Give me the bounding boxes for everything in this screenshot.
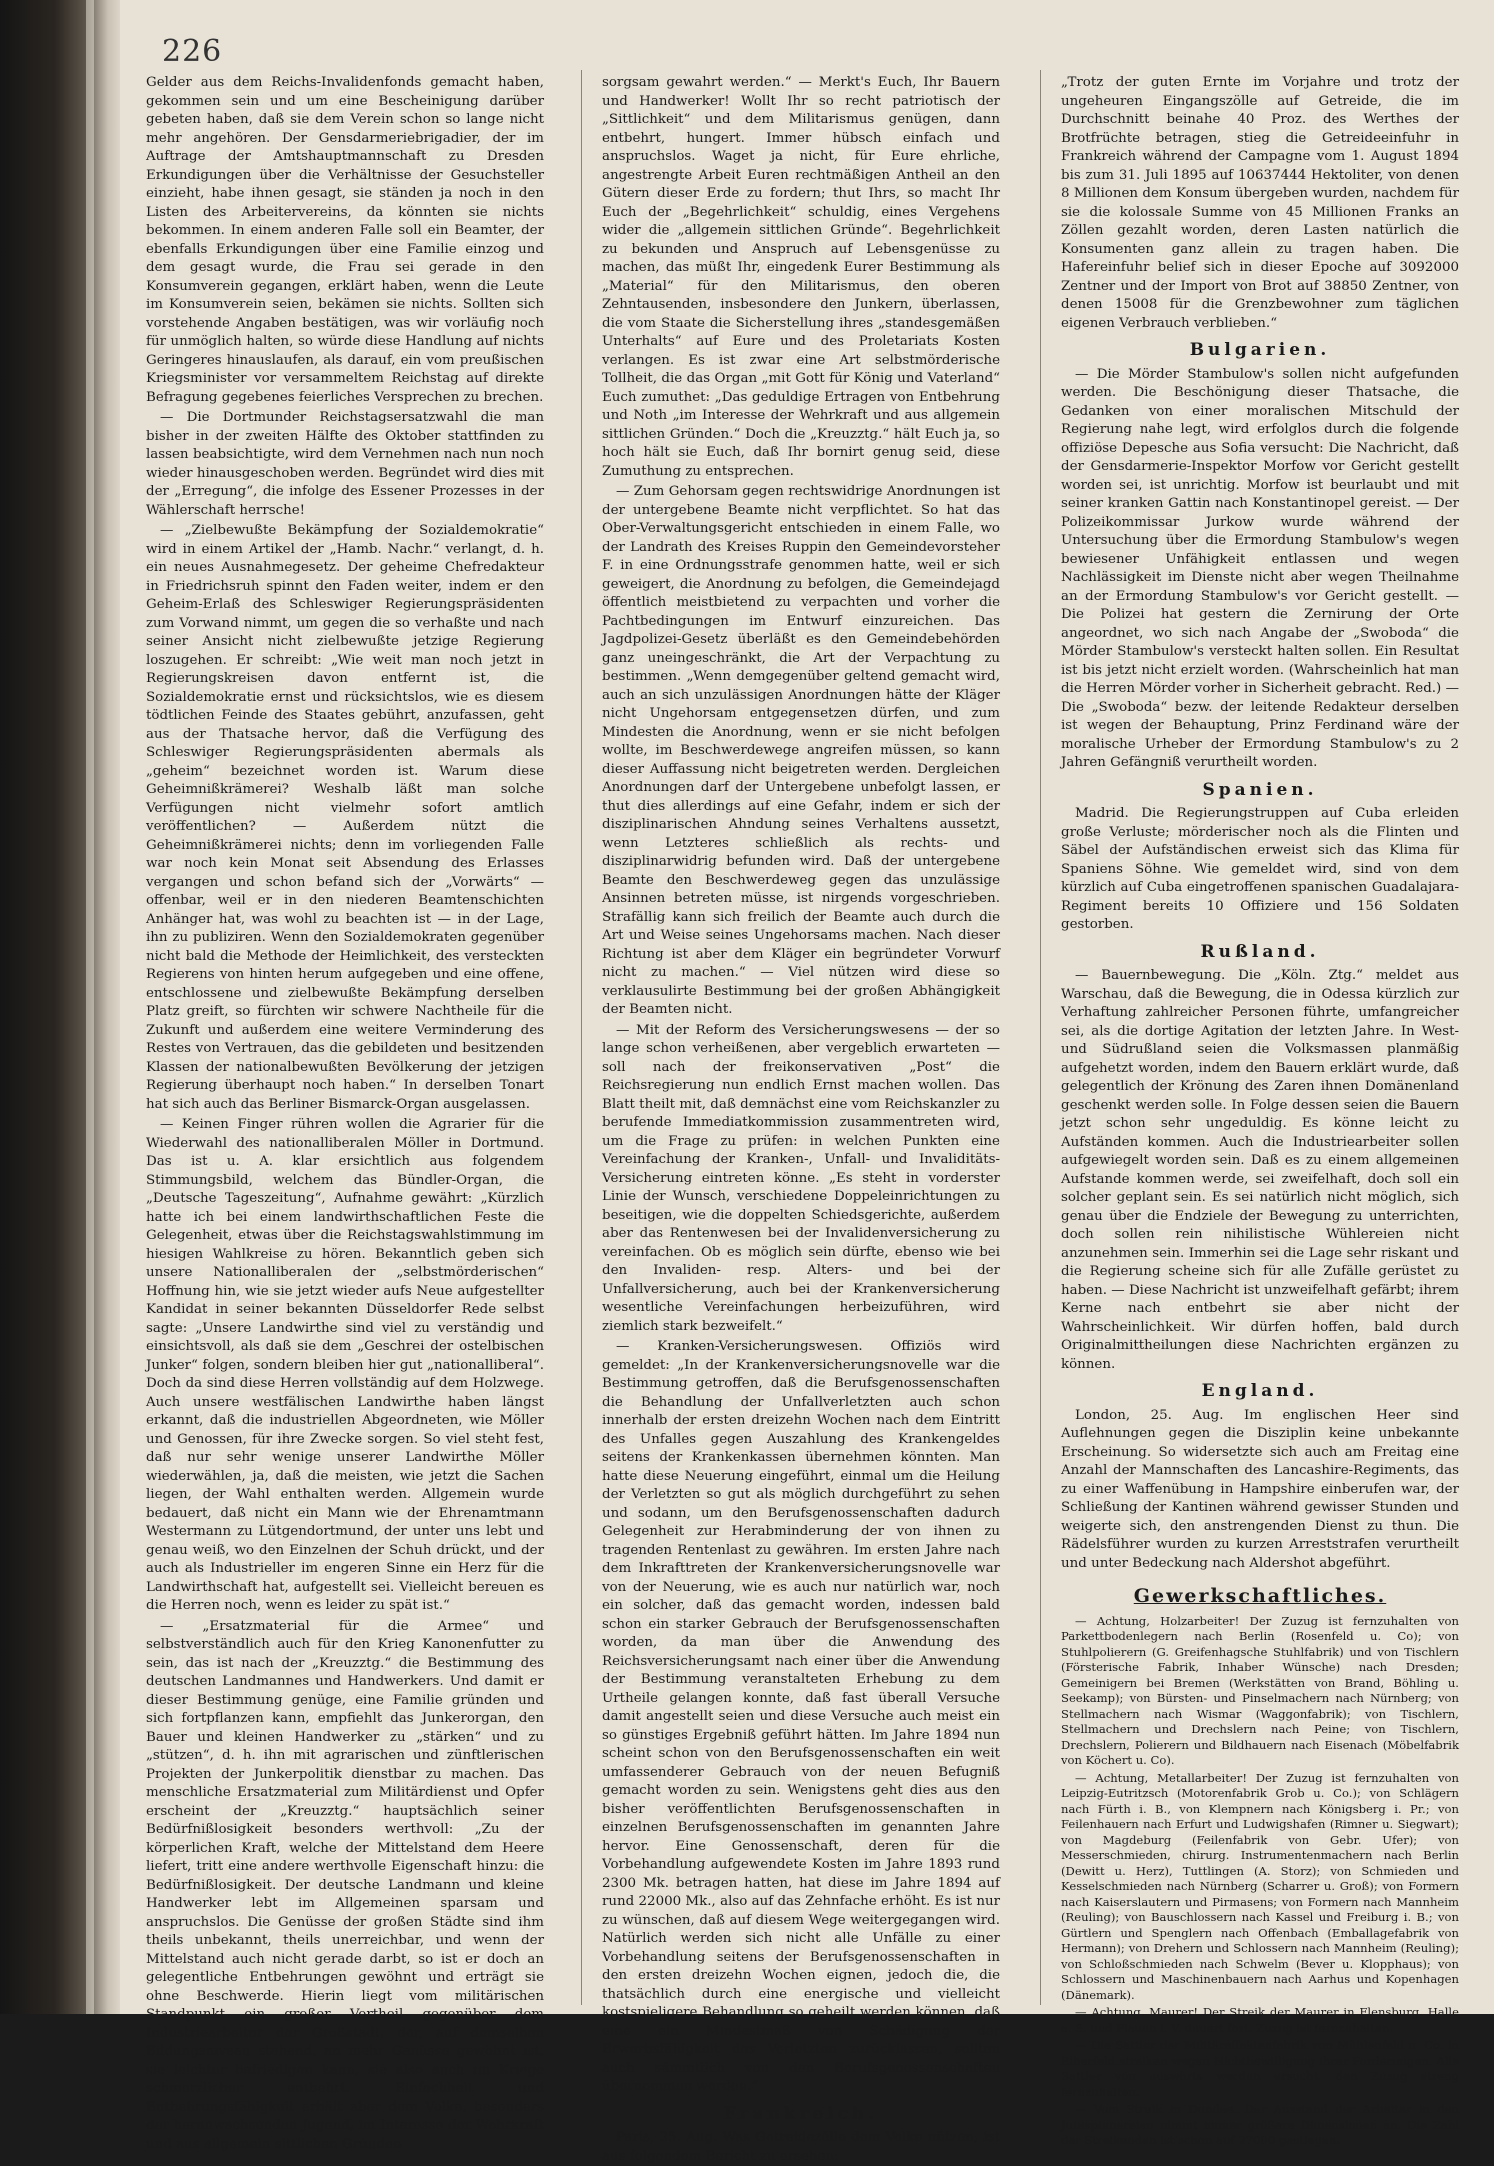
article-paragraph: Paris, 25. Aug. Was Getreidezölle dem Volke nützen, ist aus folgendem Bericht zu ersehen: xyxy=(602,2130,1000,2164)
page-number: 226 xyxy=(162,34,223,69)
article-paragraph: sorgsam gewahrt werden.“ — Merkt's Euch, Ihr Bauern und Handwerker! Wollt Ihr so recht patriotisch der „Sittlichkeit“ und dem Militarismus genügen, dann entbehrt, hungert. Immer hübsch einfach und anspruchslos. Waget ja nicht, für Eure ehrliche, angestrengte Arbeit Euren rechtmäßigen Antheil an den Gütern dieser Erde zu fordern; thut Ihrs, so macht Ihr Euch der „Begehrlichkeit“ schuldig, eines Vergehens wider die „allgemein sittlichen Gründe“. Begehrlichkeit zu bekunden und Anspruch auf Lebensgenüsse zu machen, das müßt Ihr, eingedenk Eurer Bestimmung als „Material“ für den Militarismus, den oberen Zehntausenden, insbesondere den Junkern, überlassen, die vom Staate die Sicherstellung ihres „standesgemäßen Unterhalts“ auf Eure und des Proletariats Kosten verlangen. Es ist zwar eine Art selbstmörderische Tollheit, die das Organ „mit Gott für König und Vaterland“ Euch zumuthet: „Das geduldige Ertragen von Entbehrung und Noth „im Interesse der Wehrkraft und aus allgemein sittlichen Gründen.“ Doch die „Kreuzztg.“ hält Euch ja, so hoch hält sie Euch, daß Ihr bornirt genug seid, diese Zumuthung zu entsprechen. xyxy=(602,75,1000,479)
article-paragraph: Gelder aus dem Reichs-Invalidenfonds gemacht haben, gekommen sein und um eine Bescheinigung darüber gebeten haben, daß sie dem Verein schon so lange nicht mehr angehören. Der Gensdarmeriebrigadier, der im Auftrage der Amtshauptmannschaft zu Dresden Erkundigungen über die Verhältnisse der Gesuchsteller einzieht, habe ihnen gesagt, sie ständen ja noch in den Listen des Arbeitervereins, da könnten sie nichts bekommen. In einem anderen Falle soll ein Beamter, der ebenfalls Erkundigungen über eine Familie einzog und dem gesagt wurde, die Frau sei gerade in den Konsumverein gegangen, erklärt haben, wenn die Leute im Konsumverein seien, bekämen sie nichts. Sollten sich vorstehende Angaben bestätigen, was wir vorläufig noch für unmöglich halten, so würde diese Handlung auf nichts Geringeres hinauslaufen, als darauf, ein vom preußischen Kriegsminister vor versammeltem Reichstag auf direkte Befragung gegebenes feierliches Versprechen zu brechen. xyxy=(146,75,544,405)
section-heading-gewerkschaftliches: Gewerkschaftliches. xyxy=(1133,1585,1387,1607)
article-paragraph: — „Ersatzmaterial für die Armee“ und selbstverständlich auch für den Krieg Kanonenfutter zu sein, das ist nach der „Kreuzztg.“ die Bestimmung des deutschen Landmannes und Handwerkers. Und damit er dieser Bestimmung genüge, eine Familie gründen und sich fortpflanzen kann, empfiehlt das Junkerorgan, den Bauer und kleinen Handwerker zu „stärken“ und zu „stützen“, d. h. ihn mit agrarischen und zünftlerischen Projekten der Junkerpolitik dienstbar zu machen. Das menschliche Ersatzmaterial zum Militärdienst und Opfer erscheint der „Kreuzztg.“ hauptsächlich seiner Bedürfnißlosigkeit besonders werthvoll: „Zu der körperlichen Kraft, welche der Mittelstand dem Heere liefert, tritt eine andere werthvolle Eigenschaft hinzu: die Bedürfnißlosigkeit. Der deutsche Landmann und kleine Handwerker lebt im Allgemeinen sparsam und anspruchslos. Die Genüsse der großen Städte sind ihm theils unbekannt, theils unerreichbar, und wenn der Mittelstand auch nicht gerade darbt, so ist er doch an gelegentliche Entbehrungen gewöhnt und erträgt sie ohne Beschwerde. Hierin liegt vom militärischen Standpunkt ein großer Vortheil gegenüber dem Industriearbeiter der Großstadt, der, auf demselben Bildungsniveau stehend, an mehr Genüsse gewöhnt ist, sie leichter befriedigen kann, sie also auch im Kriege schmerzlicher entbehrt. Einfachheit und Entbehrungsfähigkeit erhält aber dem Volke, besonders der heranwachsenden Jugend, im Interesse der Wehrkraft und aus allgemein sittlichen Gründen xyxy=(146,1618,544,2152)
column-rule xyxy=(1040,70,1041,2005)
article-paragraph: London, 25. Aug. Im englischen Heer sind Auflehnungen gegen die Disziplin keine unbekannte Erscheinung. So widersetzte sich auch am Freitag eine Anzahl der Mannschaften des Lancashire-Regiments, das zu einer Waffenübung in Hampshire einberufen war, der Schließung der Kantinen während gewisser Stunden und weigerte sich, den anstrengenden Dienst zu thun. Die Rädelsführer wurden zu kurzen Arreststrafen verurtheilt und unter Bedeckung nach Aldershot abgeführt. xyxy=(1061,1407,1459,1571)
article-paragraph: — Die Mörder Stambulow's sollen nicht aufgefunden werden. Die Beschönigung dieser Thatsache, die Gedanken von einer moralischen Mitschuld der Regierung nahe legt, wird erfolglos durch die folgende offiziöse Depesche aus Sofia versucht: Die Nachricht, daß der Gensdarmerie-Inspektor Morfow vor Gericht gestellt worden sei, ist unrichtig. Morfow ist beurlaubt und mit seiner kranken Gattin nach Konstantinopel gereist. — Der Polizeikommissar Jurkow wurde während der Untersuchung über die Ermordung Stambulow's wegen bewiesener Unfähigkeit entlassen und wegen Nachlässigkeit im Dienste nicht aber wegen Theilnahme an der Ermordung Stambulow's vor Gericht gestellt. — Die Polizei hat gestern die Zernirung der Orte angeordnet, wo sich nach Angabe der „Swoboda“ die Mörder Stambulow's versteckt halten sollen. Ein Resultat ist bis jetzt nicht erzielt worden. (Wahrscheinlich hat man die Herren Mörder vorher in Sicherheit gebracht. Red.) — Die „Swoboda“ bezw. der leitende Redakteur derselben ist wegen der Behauptung, Prinz Ferdinand wäre der moralische Urheber der Ermordung Stambulow's zu 2 Jahren Gefängniß verurtheilt worden. xyxy=(1061,366,1459,770)
column-rule xyxy=(581,70,582,2005)
article-paragraph: „Trotz der guten Ernte im Vorjahre und trotz der ungeheuren Eingangszölle auf Getreide, die im Durchschnitt beinahe 40 Proz. des Werthes der Brotfrüchte betragen, stieg die Getreideeinfuhr in Frankreich während der Campagne vom 1. August 1894 bis zum 31. Juli 1895 auf 10637444 Hektoliter, von denen 8 Millionen dem Konsum übergeben wurden, nachdem für sie die kolossale Summe von 45 Millionen Franks an Zöllen gezahlt worden, deren Lasten natürlich die Konsumenten ganz allein zu tragen haben. Die Hafereinfuhr belief sich in dieser Epoche auf 3092000 Zentner und der Import von Brot auf 38850 Zentner, von denen 15008 für die Grenzbewohner zum täglichen eigenen Verbrauch verblieben.“ xyxy=(1061,75,1459,331)
column-1 xyxy=(146,74,544,2152)
notice-paragraph: — Die Sattler der Militäreffektenfabrik von Mühlenfeld u. Co. in Elberfeld streiken wegen Nichtbewilligung ihrer Forderungen. Alle Sattler von auswärts werden ersucht, den Zuzug streng fernzuhalten. xyxy=(1061,2038,1459,2099)
notice-paragraph: — Achtung, Holzarbeiter! Der Zuzug ist fernzuhalten von Parkettbodenlegern nach Berlin (Rosenfeld u. Co); von Stuhlpolierern (G. Greifenhagsche Stuhlfabrik) und von Tischlern (Försterische Fabrik, Inhaber Wünsche) nach Dresden; Gemeinigern bei Bremen (Werkstätten von Brand, Böhling u. Seekamp); von Bürsten- und Pinselmachern nach Nürnberg; von Stellmachern nach Wismar (Waggonfabrik); von Tischlern, Stellmachern und Drechslern nach Peine; von Tischlern, Drechslern, Polierern und Bildhauern nach Eisenach (Möbelfabrik von Köchert u. Co). xyxy=(1061,1613,1459,1767)
article-paragraph: — Die Dortmunder Reichstagsersatzwahl die man bisher in der zweiten Hälfte des Oktober stattfinden zu lassen beabsichtigte, wird dem Vernehmen nach nun noch wieder hinausgeschoben werden. Begründet wird dies mit der „Erregung“, die infolge des Essener Prozesses in der Wählerschaft herrsche! xyxy=(146,410,544,518)
article-paragraph: Madrid. Die Regierungstruppen auf Cuba erleiden große Verluste; mörderischer noch als die Flinten und Säbel der Aufständischen erweist sich das Klima für Spaniens Söhne. Wie gemeldet wird, sind von dem kürzlich auf Cuba eingetroffenen spanischen Guadalajara-Regiment bereits 10 Offiziere und 156 Soldaten gestorben. xyxy=(1061,806,1459,932)
section-heading-bulgarien: Bulgarien. xyxy=(1189,340,1331,360)
newspaper-page xyxy=(120,0,1494,2164)
article-paragraph: — „Zielbewußte Bekämpfung der Sozialdemokratie“ wird in einem Artikel der „Hamb. Nachr.“ verlangt, d. h. ein neues Ausnahmegesetz. Der geheime Chefredakteur in Friedrichsruh spinnt den Faden weiter, indem er den Geheim-Erlaß des Schleswiger Regierungspräsidenten zum Vorwand nimmt, um gegen die so verhaßte und nach seiner Ansicht nicht zielbewußte jetzige Regierung loszugehen. Er schreibt: „Wie weit man noch jetzt in Regierungskreisen davon entfernt ist, die Sozialdemokratie ernst und rücksichtslos, wie es diesem tödtlichen Feinde des Staates gebührt, anzufassen, geht aus der Thatsache hervor, daß die Verfügung des Schleswiger Regierungspräsidenten abermals als „geheim“ bezeichnet worden ist. Warum diese Geheimnißkrämerei? Weshalb läßt man solche Verfügungen nicht vielmehr sofort amtlich veröffentlichen? — Außerdem nützt die Geheimnißkrämerei nichts; denn im vorliegenden Falle war noch kein Monat seit Absendung des Erlasses vergangen und schon befand sich der „Vorwärts“ — offenbar, weil er in den niederen Beamtenschichten Anhänger hat, was wohl zu beachten ist — in der Lage, ihn zu publiziren. Wenn den Sozialdemokraten gegenüber nicht bald die Methode der Heimlichkeit, des versteckten Regierens von hinten herum aufgegeben und eine offene, entschlossene und zielbewußte Bekämpfung derselben Platz greift, so fürchten wir schwere Nachtheile für die Zukunft und außerdem eine weitere Verminderung des Restes von Vertrauen, das die gebildeten und besitzenden Klassen der nationalbewußten Bevölkerung der jetzigen Regierung überhaupt noch haben.“ In derselben Tonart hat sich auch das Berliner Bismarck-Organ ausgelassen. xyxy=(146,523,544,1112)
article-paragraph: — Keinen Finger rühren wollen die Agrarier für die Wiederwahl des nationalliberalen Möller in Dortmund. Das ist u. A. klar ersichtlich aus folgendem Stimmungsbild, welchem das Bündler-Organ, die „Deutsche Tageszeitung“, Aufnahme gewährt: „Kürzlich hatte ich bei einem landwirthschaftlichen Feste die Gelegenheit, etwas über die Reichstagswahlstimmung im hiesigen Wahlkreise zu hören. Bekanntlich geben sich unsere Nationalliberalen der „selbstmörderischen“ Hoffnung hin, wie sie jetzt wieder aufs Neue aufgestellter Kandidat in seiner bekannten Düsseldorfer Rede selbst sagte: „Unsere Landwirthe sind viel zu verständig und einsichtsvoll, als daß sie dem „Geschrei der ostelbischen Junker“ folgen, sondern bleiben hier gut „nationalliberal“. Doch da sind diese Herren vollständig auf dem Holzwege. Auch unsere westfälischen Landwirthe haben längst erkannt, daß die industriellen Abgeordneten, wie Möller und Genossen, für ihre Zwecke sorgen. So viel steht fest, daß nur sehr wenige unserer Landwirthe Möller wiederwählen, ja, daß die meisten, wie jetzt die Sachen liegen, der Wahl enthalten werden. Allgemein wurde bedauert, daß nicht ein Mann wie der Ehrenamtmann Westermann zu Lütgendortmund, der unter uns lebt und genau weiß, wo den Einzelnen der Schuh drückt, und der auch als Industrieller im engeren Sinne ein Herz für die Landwirthschaft hat, aufgestellt sei. Vielleicht bereuen es die Herren noch, wenn es leider zu spät ist.“ xyxy=(146,1117,544,1613)
column-3 xyxy=(1061,74,1459,2147)
article-paragraph: — Mit der Reform des Versicherungswesens — der so lange schon verheißenen, aber vergeblich erwarteten — soll nach der freikonservativen „Post“ die Reichsregierung nun endlich Ernst machen wollen. Das Blatt theilt mit, daß demnächst eine vom Reichskanzler zu berufende Immediatkommission zusammentreten wird, um die Frage zu prüfen: in welchen Punkten eine Vereinfachung der Kranken-, Unfall- und Invaliditäts-Versicherung eintreten könne. „Es steht in vorderster Linie der Wunsch, verschiedene Doppeleinrichtungen zu beseitigen, wie die doppelten Schiedsgerichte, außerdem aber das Rentenwesen bei der Invalidenversicherung zu vereinfachen. Ob es möglich sein dürfte, ebenso wie bei den Invaliden- resp. Alters- und bei der Unfallversicherung, auch bei der Krankenversicherung wesentliche Vereinfachungen herbeizuführen, wird ziemlich stark bezweifelt.“ xyxy=(602,1022,1000,1334)
notice-paragraph: — Achtung, Metallarbeiter! Der Zuzug ist fernzuhalten von Leipzig-Eutritzsch (Motorenfabrik Grob u. Co.); von Schlägern nach Fürth i. B., von Klempnern nach Königsberg i. Pr.; von Feilenhauern nach Erfurt und Ludwigshafen (Rimner u. Siegwart); von Magdeburg (Feilenfabrik von Gebr. Ufer); von Messerschmieden, chirurg. Instrumentenmachern nach Berlin (Dewitt u. Herz), Tuttlingen (A. Storz); von Schmieden und Kesselschmieden nach Nürnberg (Scharrer u. Groß); von Formern nach Kaiserslautern und Pirmasens; von Formern nach Mannheim (Reuling); von Bauschlossern nach Kassel und Freiburg i. B.; von Gürtlern und Spenglern nach Offenbach (Emballagefabrik von Hermann); von Drehern und Schlossern nach Mannheim (Reuling); von Schloßschmieden nach Schwelm (Bever u. Klopphaus); von Schlossern und Maschinenbauern nach Aarhus und Kopenhagen (Dänemark). xyxy=(1061,1770,1459,2002)
article-paragraph: — Zum Gehorsam gegen rechtswidrige Anordnungen ist der untergebene Beamte nicht verpflichtet. So hat das Ober-Verwaltungsgericht entschieden in einem Falle, wo der Landrath des Kreises Ruppin den Gemeindevorsteher F. in eine Ordnungsstrafe genommen hatte, weil er sich geweigert, die Anordnung zu befolgen, die Gemeindejagd öffentlich meistbietend zu verpachten und vorher die Pachtbedingungen im Entwurf einzureichen. Das Jagdpolizei-Gesetz überläßt es den Gemeindebehörden ganz uneingeschränkt, die Art der Verpachtung zu bestimmen. „Wenn demgegenüber geltend gemacht wird, auch an sich unzulässigen Anordnungen hätte der Kläger nicht Ungehorsam entgegensetzen dürfen, und zum Mindesten die Anordnung, wenn er sie nicht befolgen wollte, im Beschwerdewege angreifen müssen, so kann dieser Auffassung nicht beigetreten werden. Dergleichen Anordnungen darf der Untergebene unbefolgt lassen, er thut dies allerdings auf eine Gefahr, indem er sich der disziplinarischen Ahndung seines Verhaltens aussetzt, wenn Letzteres schließlich als rechts- und disziplinarwidrig befunden wird. Daß der untergebene Beamte den Beschwerdeweg gegen das unzulässige Ansinnen betreten müsse, ist nirgends vorgeschrieben. Strafällig kann sich freilich der Beamte auch durch die Art und Weise seines Ungehorsams machen. Nach dieser Richtung ist aber dem Kläger ein begründeter Vorwurf nicht zu machen.“ — Viel nützen wird diese so verklausulirte Bestimmung bei der großen Abhängigkeit der Beamten nicht. xyxy=(602,484,1000,1017)
notice-paragraph: — Achtung, Maurer! Der Streik der Maurer in Flensburg, Halle a. S. und Plauen i. V. dauert fort. Zuzug ist fernzuhalten. xyxy=(1061,2005,1459,2035)
gutter-page-edge xyxy=(86,0,94,2014)
book-gutter xyxy=(0,0,120,2014)
article-paragraph: — Bauernbewegung. Die „Köln. Ztg.“ meldet aus Warschau, daß die Bewegung, die in Odessa kürzlich zur Verhaftung zahlreicher Personen führte, umfangreicher sei, als die dortige Agitation der letzten Jahre. In West- und Südrußland seien die Volksmassen planmäßig aufgehetzt worden, indem den Bauern erklärt wurde, daß gelegentlich der Krönung des Zaren ihnen Domänenland geschenkt werden solle. In Folge dessen seien die Bauern jetzt schon sehr ungeduldig. Es könne leicht zu Aufständen kommen. Auch die Industriearbeiter sollen aufgewiegelt worden sein. Daß es zu einem allgemeinen Aufstande kommen werde, sei zweifelhaft, doch soll ein solcher geplant sein. Es sei natürlich nicht möglich, sich genau über die Endziele der Bewegung zu unterrichten, doch sollen rein nihilistische Wühlereien nicht anzunehmen sein. Immerhin sei die Lage sehr riskant und die Regierung scheine sich für alle Zufälle gerüstet zu haben. — Diese Nachricht ist unzweifelhaft gefärbt; ihrem Kerne nach entbehrt sie aber nicht der Wahrscheinlichkeit. Wir dürfen hoffen, bald durch Originalmittheilungen diese Nachrichten ergänzen zu können. xyxy=(1061,968,1459,1372)
column-2 xyxy=(602,74,1000,2164)
notice-paragraph: — Vom Streik in Dundee. Der Ausstand der Arbeiter in den Jutespinnereien nimmt immer größere Dimensionen an. Die Zahl der Streikenden ist schon auf 27000 gestiegen. xyxy=(1061,2102,1459,2147)
article-paragraph: — Kranken-Versicherungswesen. Offiziös wird gemeldet: „In der Krankenversicherungsnovelle war die Bestimmung getroffen, daß die Berufsgenossenschaften die Behandlung der Unfallverletzten auch schon innerhalb der ersten dreizehn Wochen nach dem Eintritt des Unfalles gegen Auszahlung des Krankengeldes seitens der Krankenkassen übernehmen könnten. Man hatte diese Neuerung eingeführt, einmal um die Heilung der Verletzten so gut als möglich durchgeführt zu sehen und sodann, um den Berufsgenossenschaften dadurch Gelegenheit zur Herabminderung der von ihnen zu tragenden Rentenlast zu gewähren. Im ersten Jahre nach dem Inkrafttreten der Krankenversicherungsnovelle war von der Neuerung, wie es auch nur natürlich war, noch ein solcher, daß das gemacht worden, indessen bald schon ein starker Gebrauch der Berufsgenossenschaften worden, da man über die Anwendung des Reichsversicherungsamt nach einer über die Anwendung der Bestimmung veranstalteten Erhebung zu dem Urtheile gelangen konnte, daß fast überall Versuche damit angestellt seien und diese Versuche auch meist ein so günstiges Ergebniß geführt hätten. Im Jahre 1894 nun scheint schon von den Berufsgenossenschaften ein weit umfassenderer Gebrauch von der neuen Befugniß gemacht worden zu sein. Wenigstens geht dies aus den bisher veröffentlichten Berufsgenossenschaften in einzelnen Berufsgenossenschaften im genannten Jahre hervor. Eine Genossenschaft, deren für die Vorbehandlung aufgewendete Kosten im Jahre 1893 rund 2300 Mk. betragen hatten, hat diese im Jahre 1894 auf rund 22000 Mk., also auf das Zehnfache erhöht. Es ist nur zu wünschen, daß auf diesem Wege weitergegangen wird. Natürlich werden sich nicht alle Unfälle zu einer Vorbehandlung seitens der Berufsgenossenschaften in den ersten dreizehn Wochen eignen, jedoch die, die thatsächlich durch eine energische und vielleicht kostspieligere Behandlung so geheilt werden können, daß eine ein Mindestmaß von Schädigung der Erwerbsfähigkeit des Verletzten zurücklassen, sollten auch sämmtlich von den Berufsgenossenschaften übernommen werden.“ xyxy=(602,1339,1000,2094)
section-heading-frankreich: Frankreich. xyxy=(723,2103,879,2124)
section-heading-russland: Rußland. xyxy=(1200,941,1320,962)
section-heading-spanien: Spanien. xyxy=(1202,779,1318,800)
section-heading-england: England. xyxy=(1201,1381,1319,1401)
